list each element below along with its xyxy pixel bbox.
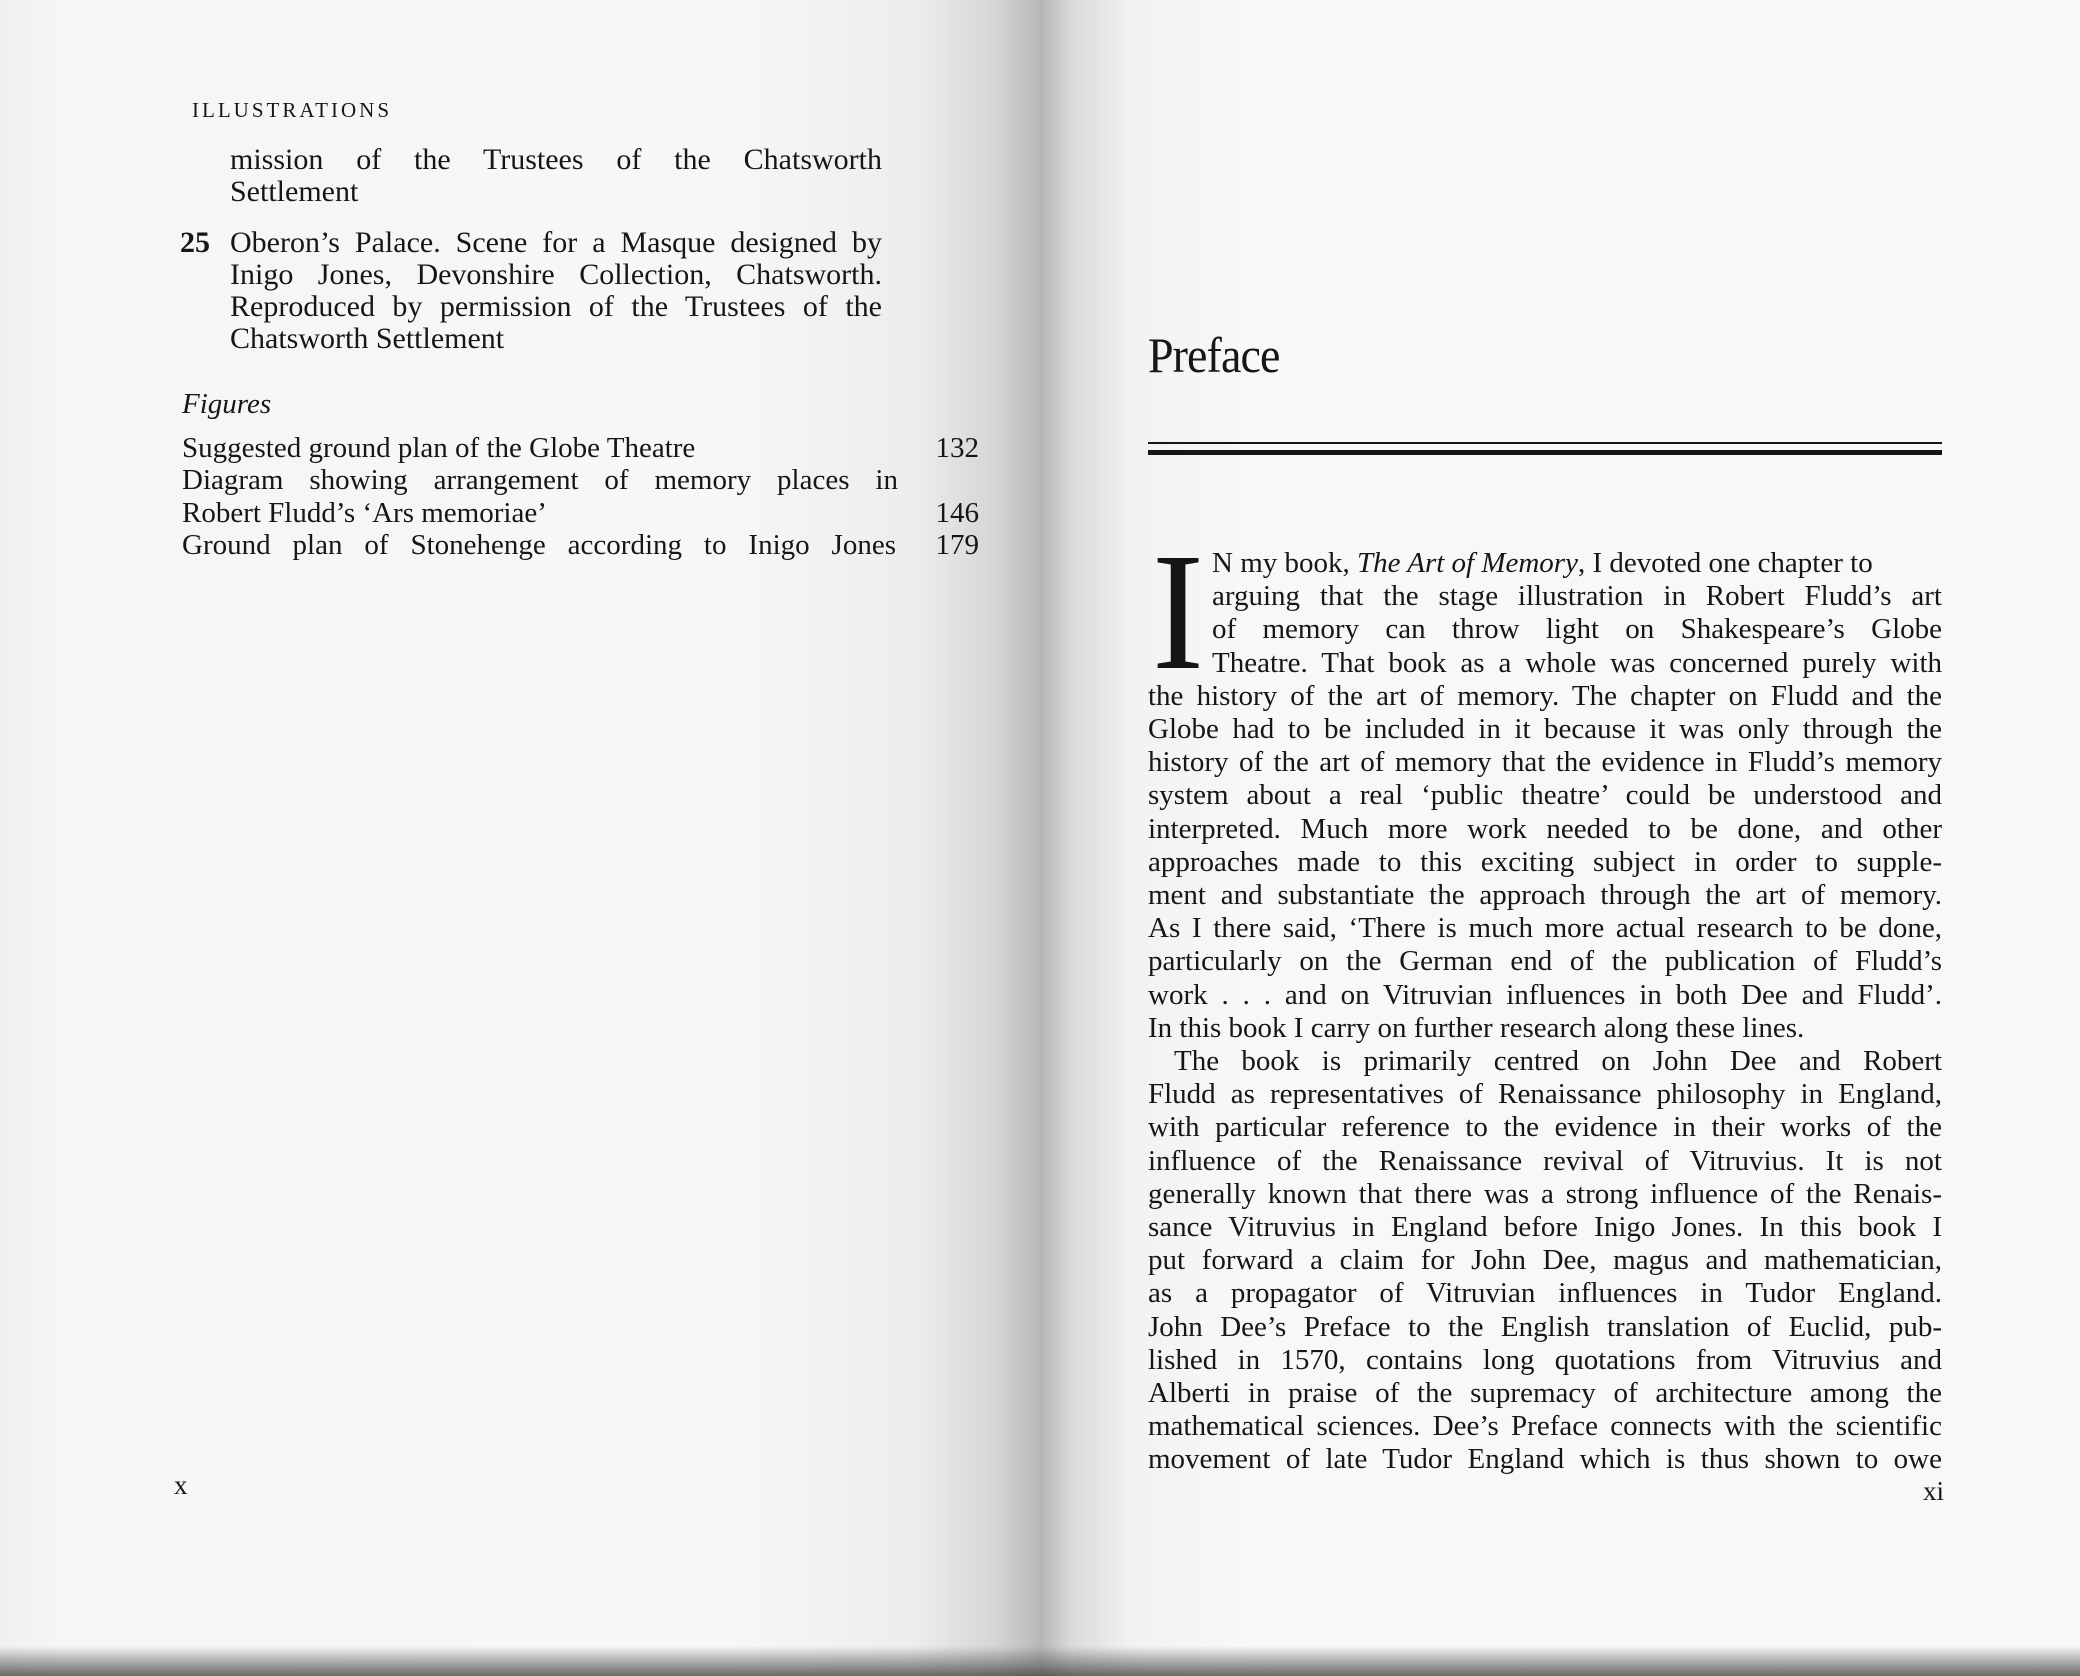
figure-title: Suggested ground plan of the Globe Theatre xyxy=(182,432,696,464)
preface-paragraph-1 xyxy=(1148,547,1942,1045)
text-run: , I devoted one chapter to xyxy=(1577,547,1873,579)
figure-entry xyxy=(182,497,979,529)
paragraph-line: mathematical sciences. Dee’s Preface connects with the scientific xyxy=(1148,1410,1942,1443)
paragraph-line: interpreted. Much more work needed to be done, and other xyxy=(1148,812,1942,845)
paragraph-line: history of the art of memory that the evidence in Fludd’s memory xyxy=(1148,746,1942,779)
paragraph-line: Alberti in praise of the supremacy of architecture among the xyxy=(1148,1377,1942,1410)
paragraph-line: John Dee’s Preface to the English translation of Euclid, pub- xyxy=(1148,1310,1942,1343)
page-title: Preface xyxy=(1148,327,1280,383)
figure-page: 179 xyxy=(935,529,979,561)
paragraph-line: influence of the Renaissance revival of Vitruvius. It is not xyxy=(1148,1144,1942,1177)
entry-line: Reproduced by permission of the Trustees of the xyxy=(230,290,882,323)
page-bottom-edge-shadow xyxy=(0,1646,2080,1676)
figure-title: Diagram showing arrangement of memory places in xyxy=(182,464,898,496)
paragraph-line: arguing that the stage illustration in Robert Fludd’s art xyxy=(1212,580,1942,613)
title-rule-thin xyxy=(1148,442,1942,444)
drop-cap-glyph: I xyxy=(1152,546,1204,674)
running-head: ILLUSTRATIONS xyxy=(192,98,392,122)
paragraph-line: the history of the art of memory. The chapter on Fludd and the xyxy=(1148,679,1942,712)
paragraph-line: ment and substantiate the approach through the art of memory. xyxy=(1148,879,1942,912)
paragraph-line: Globe had to be included in it because it was only through the xyxy=(1148,713,1942,746)
title-rule-thick xyxy=(1148,450,1942,455)
text-run: N my book, xyxy=(1212,547,1357,579)
paragraph-line: generally known that there was a strong influence of the Renais- xyxy=(1148,1177,1942,1210)
paragraph-line: approaches made to this exciting subject in order to supple- xyxy=(1148,845,1942,878)
preface-paragraph-2 xyxy=(1148,1045,1942,1477)
entry-line: Oberon’s Palace. Scene for a Masque designed by xyxy=(230,226,882,259)
book-title-italic: The Art of Memory xyxy=(1357,547,1578,579)
illustration-entry-continued xyxy=(230,144,882,208)
paragraph-line xyxy=(1148,547,1942,580)
paragraph-line: lished in 1570, contains long quotations from Vitruvius and xyxy=(1148,1343,1942,1376)
entry-line: Chatsworth Settlement xyxy=(230,322,505,355)
paragraph-line: put forward a claim for John Dee, magus and mathematician, xyxy=(1148,1244,1942,1277)
figure-entry xyxy=(182,432,979,464)
paragraph-line: work . . . and on Vitruvian influences in both Dee and Fludd’. xyxy=(1148,978,1942,1011)
paragraph-line: movement of late Tudor England which is thus shown to owe xyxy=(1148,1443,1942,1476)
paragraph-line: particularly on the German end of the publication of Fludd’s xyxy=(1148,945,1942,978)
paragraph-line: Fludd as representatives of Renaissance philosophy in England, xyxy=(1148,1078,1942,1111)
paragraph-line: As I there said, ‘There is much more actual research to be done, xyxy=(1148,912,1942,945)
paragraph-line: The book is primarily centred on John Dee and Robert xyxy=(1174,1045,1942,1077)
entry-line: Settlement xyxy=(230,175,359,208)
figure-title: Ground plan of Stonehenge according to Inigo Jones xyxy=(182,529,896,561)
illustration-entry-25 xyxy=(180,226,882,355)
paragraph-line: system about a real ‘public theatre’ could be understood and xyxy=(1148,779,1942,812)
figure-page: 132 xyxy=(935,432,979,464)
page-number: xi xyxy=(1922,1476,1944,1506)
entry-number: 25 xyxy=(180,226,210,259)
paragraph-line: as a propagator of Vitruvian influences in Tudor England. xyxy=(1148,1277,1942,1310)
figures-heading: Figures xyxy=(182,388,272,420)
page-number: x xyxy=(174,1470,188,1500)
paragraph-line: with particular reference to the evidence in their works of the xyxy=(1148,1111,1942,1144)
entry-line: mission of the Trustees of the Chatsworth xyxy=(230,143,882,176)
paragraph-line: of memory can throw light on Shakespeare’s Globe xyxy=(1212,613,1942,646)
paragraph-line: Theatre. That book as a whole was concerned purely with xyxy=(1212,646,1942,679)
paragraph-line: sance Vitruvius in England before Inigo Jones. In this book I xyxy=(1148,1211,1942,1244)
figure-page: 146 xyxy=(935,497,979,529)
figure-entry xyxy=(182,464,979,496)
entry-line: Inigo Jones, Devonshire Collection, Chatsworth. xyxy=(230,258,882,291)
figure-entry xyxy=(182,529,979,561)
paragraph-line: In this book I carry on further research along these lines. xyxy=(1148,1011,1805,1044)
figure-title: Robert Fludd’s ‘Ars memoriae’ xyxy=(182,497,547,529)
